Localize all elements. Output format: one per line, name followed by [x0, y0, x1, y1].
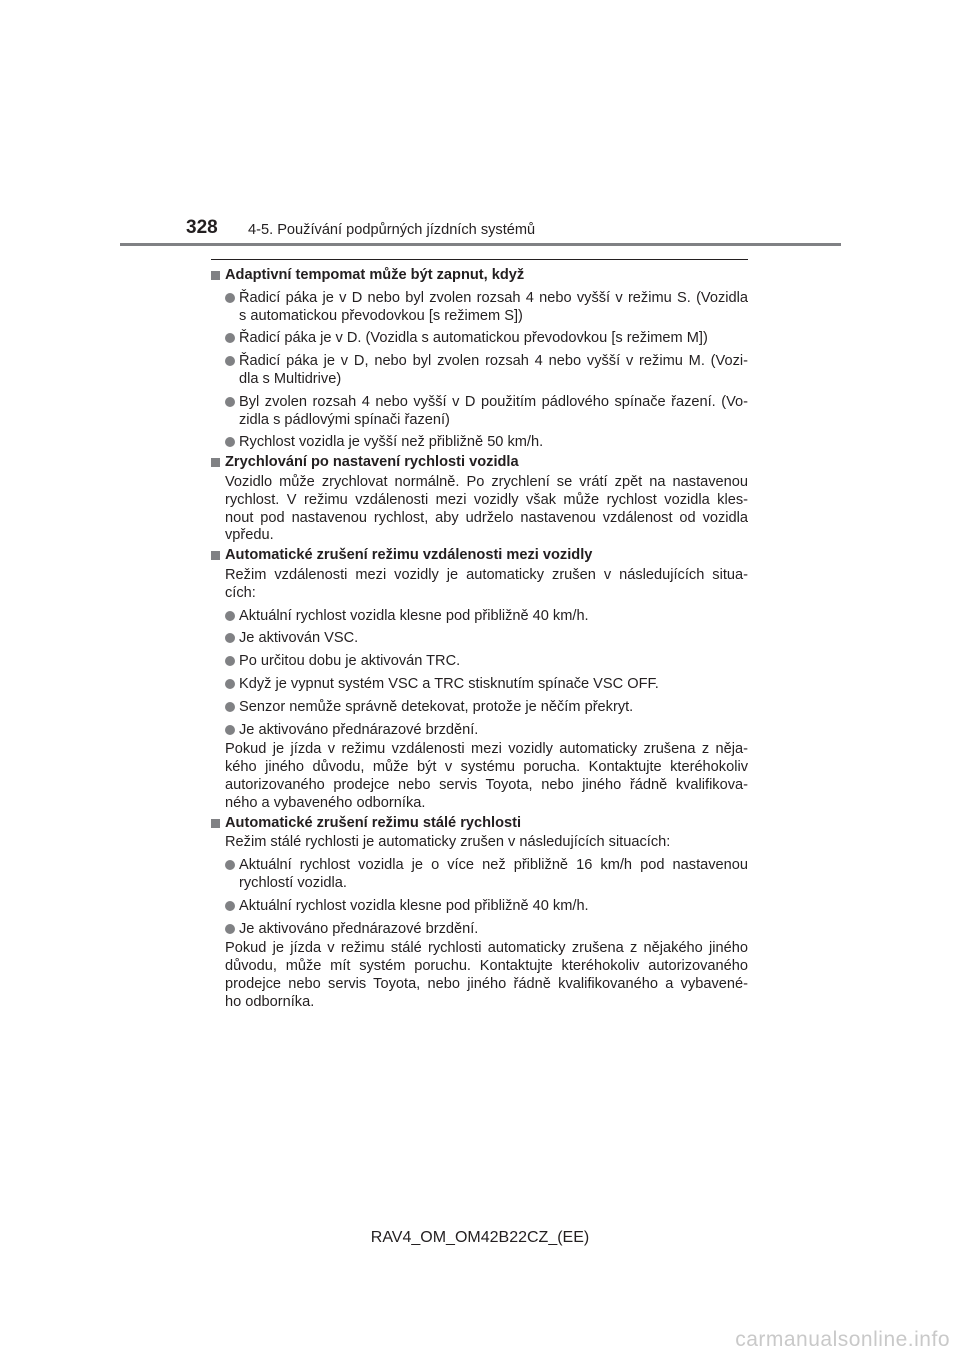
bullet-item: [211, 653, 748, 671]
text-line: Byl zvolen rozsah 4 nebo vyšší v D použitím pádlového spínače řazení. (Vo-: [239, 393, 748, 410]
section-heading: [211, 454, 748, 472]
header-rule: [120, 243, 841, 246]
text-line: zidla s pádlovými spínači řazení): [239, 411, 450, 428]
document-code: RAV4_OM_OM42B22CZ_(EE): [370, 1229, 590, 1246]
text-line: prodejce nebo servis Toyota, nebo jiného řádně kvalifikovaného a vybavené-: [225, 975, 748, 992]
text-line: ného a vybaveného odborníka.: [225, 794, 426, 811]
bullet-item: [211, 722, 748, 740]
watermark-logo: carmanualsonline.info: [735, 1328, 950, 1351]
bullet-item: [211, 921, 748, 939]
text-line: ho odborníka.: [225, 993, 315, 1010]
bullet-item: [211, 857, 748, 893]
bullet-item: [211, 330, 748, 348]
manual-content: [211, 265, 748, 1011]
text-line: Řadicí páka je v D nebo byl zvolen rozsah 4 nebo vyšší v režimu S. (Vozidla: [239, 289, 748, 306]
section-title: 4-5. Používání podpůrných jízdních systémů: [248, 222, 536, 238]
text-line: Režim stálé rychlosti je automaticky zrušen v následujících situacích:: [225, 834, 671, 851]
text-line: s automatickou převodovkou [s režimem S]): [239, 307, 523, 324]
bullet-item: [211, 608, 748, 626]
text-line: cích:: [225, 584, 256, 601]
text-line: Řadicí páka je v D. (Vozidla s automatickou převodovkou [s režimem M]): [239, 330, 708, 347]
text-line: Rychlost vozidla je vyšší než přibližně 50 km/h.: [239, 434, 544, 451]
text-line: kého jiného důvodu, může být v systému porucha. Kontaktujte kteréhokoliv: [225, 759, 748, 776]
paragraph: [211, 567, 748, 603]
text-line: Pokud je jízda v režimu stálé rychlosti automaticky zrušena z nějakého jiného: [225, 940, 748, 957]
paragraph: [211, 741, 748, 812]
text-line: Je aktivováno přednárazové brzdění.: [239, 721, 479, 738]
bullet-item: [211, 394, 748, 430]
heading-text: Automatické zrušení režimu vzdálenosti mezi vozidly: [225, 547, 593, 564]
page-number: 328: [186, 217, 218, 238]
bullet-item: [211, 353, 748, 389]
content-rule: [211, 259, 748, 260]
heading-text: Zrychlování po nastavení rychlosti vozidla: [225, 454, 519, 471]
text-line: Pokud je jízda v režimu vzdálenosti mezi vozidly automaticky zrušena z něja-: [225, 741, 748, 758]
paragraph: [211, 940, 748, 1011]
text-line: Po určitou dobu je aktivován TRC.: [239, 653, 461, 670]
heading-text: Adaptivní tempomat může být zapnut, když: [225, 267, 525, 283]
text-line: rychlostí vozidla.: [239, 874, 347, 891]
section-heading: [211, 547, 748, 565]
bullet-item: [211, 434, 748, 452]
text-line: Když je vypnut systém VSC a TRC stisknutím spínače VSC OFF.: [239, 675, 659, 692]
text-line: dla s Multidrive): [239, 370, 342, 387]
bullet-item: [211, 676, 748, 694]
bullet-item: [211, 898, 748, 916]
heading-text: Automatické zrušení režimu stálé rychlosti: [225, 814, 522, 831]
text-line: nout pod nastavenou rychlost, aby udrželo nastavenou vzdálenost od vozidla: [225, 509, 748, 526]
bullet-item: [211, 290, 748, 326]
text-line: Aktuální rychlost vozidla je o více než přibližně 16 km/h pod nastavenou: [239, 857, 748, 874]
section-heading: [211, 267, 748, 285]
text-line: Režim vzdálenosti mezi vozidly je automaticky zrušen v následujících situa-: [225, 566, 748, 583]
text-line: Řadicí páka je v D, nebo byl zvolen rozsah 4 nebo vyšší v režimu M. (Vozi-: [239, 353, 748, 370]
text-line: Senzor nemůže správně detekovat, protože je něčím překryt.: [239, 698, 634, 715]
bullet-item: [211, 699, 748, 717]
text-line: Aktuální rychlost vozidla klesne pod přibližně 40 km/h.: [239, 607, 589, 624]
text-line: Je aktivováno přednárazové brzdění.: [239, 920, 479, 937]
text-line: vpředu.: [225, 527, 274, 544]
text-line: Vozidlo může zrychlovat normálně. Po zrychlení se vrátí zpět na nastavenou: [225, 473, 748, 490]
paragraph: [211, 474, 748, 545]
section-heading: [211, 815, 748, 833]
text-line: rychlost. V režimu vzdálenosti mezi vozidly však může rychlost vozidla kles-: [225, 491, 748, 508]
bullet-item: [211, 630, 748, 648]
text-line: důvodu, může mít systém poruchu. Kontaktujte kteréhokoliv autorizovaného: [225, 958, 748, 975]
text-line: Aktuální rychlost vozidla klesne pod přibližně 40 km/h.: [239, 897, 589, 914]
text-line: autorizovaného prodejce nebo servis Toyota, nebo jiného řádně kvalifikova-: [225, 776, 748, 793]
text-line: Je aktivován VSC.: [239, 630, 359, 647]
paragraph: [211, 834, 748, 852]
